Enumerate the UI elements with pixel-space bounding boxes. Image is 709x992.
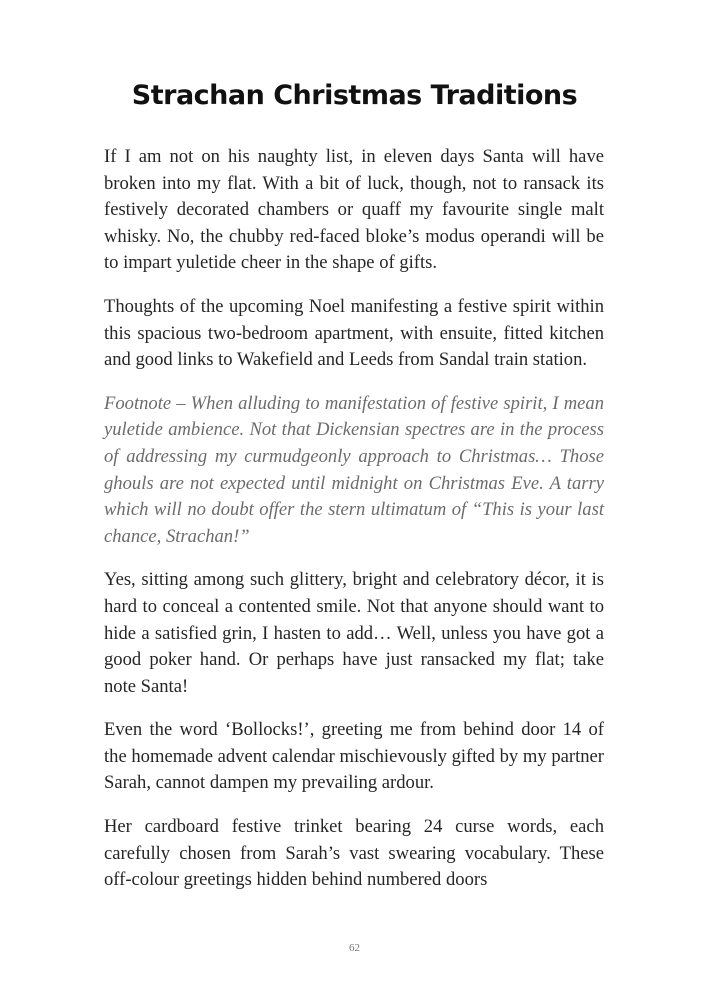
body-text (104, 144, 604, 911)
paragraph: Her cardboard festive trinket bearing 24 curse words, each carefully chosen from Sarah’s vast swearing vocabulary. These off-colour greetings hidden behind numbered doors (104, 816, 604, 891)
page-number: 62 (349, 942, 360, 954)
paragraph: Thoughts of the upcoming Noel manifesting a festive spirit within this spacious two-bedroom apartment, with ensuite, fitted kitchen and good links to Wakefield and Leeds from Sandal train station. (104, 295, 604, 371)
paragraph: Even the word ‘Bollocks!’, greeting me from behind door 14 of the homemade advent calendar mischievously gifted by my partner Sarah, cannot dampen my prevailing ardour. (104, 719, 604, 794)
paragraph: If I am not on his naughty list, in eleven days Santa will have broken into my flat. With a bit of luck, though, not to ransack its festively decorated chambers or quaff my favourite single malt whisky. No, the chubby red-faced bloke’s modus operandi will be to impart yuletide cheer in the shape of gifts. (104, 146, 604, 274)
footnote-paragraph: Footnote – When alluding to manifestation of festive spirit, I mean yuletide ambience. Not that Dickensian spectres are in the process of addressing my curmudgeonly approach to Christmas… Those ghouls are not expected until midnight on Christmas Eve. A tarry which will no doubt offer the stern ultimatum of “This is your last chance, Strachan!” (104, 392, 604, 547)
page-title: Strachan Christmas Traditions (131, 80, 578, 111)
paragraph: Yes, sitting among such glittery, bright and celebratory décor, it is hard to conceal a contented smile. Not that anyone should want to hide a satisfied grin, I hasten to add… Well, unless you have got a good poker hand. Or perhaps have just ransacked my flat; take note Santa! (104, 569, 604, 697)
